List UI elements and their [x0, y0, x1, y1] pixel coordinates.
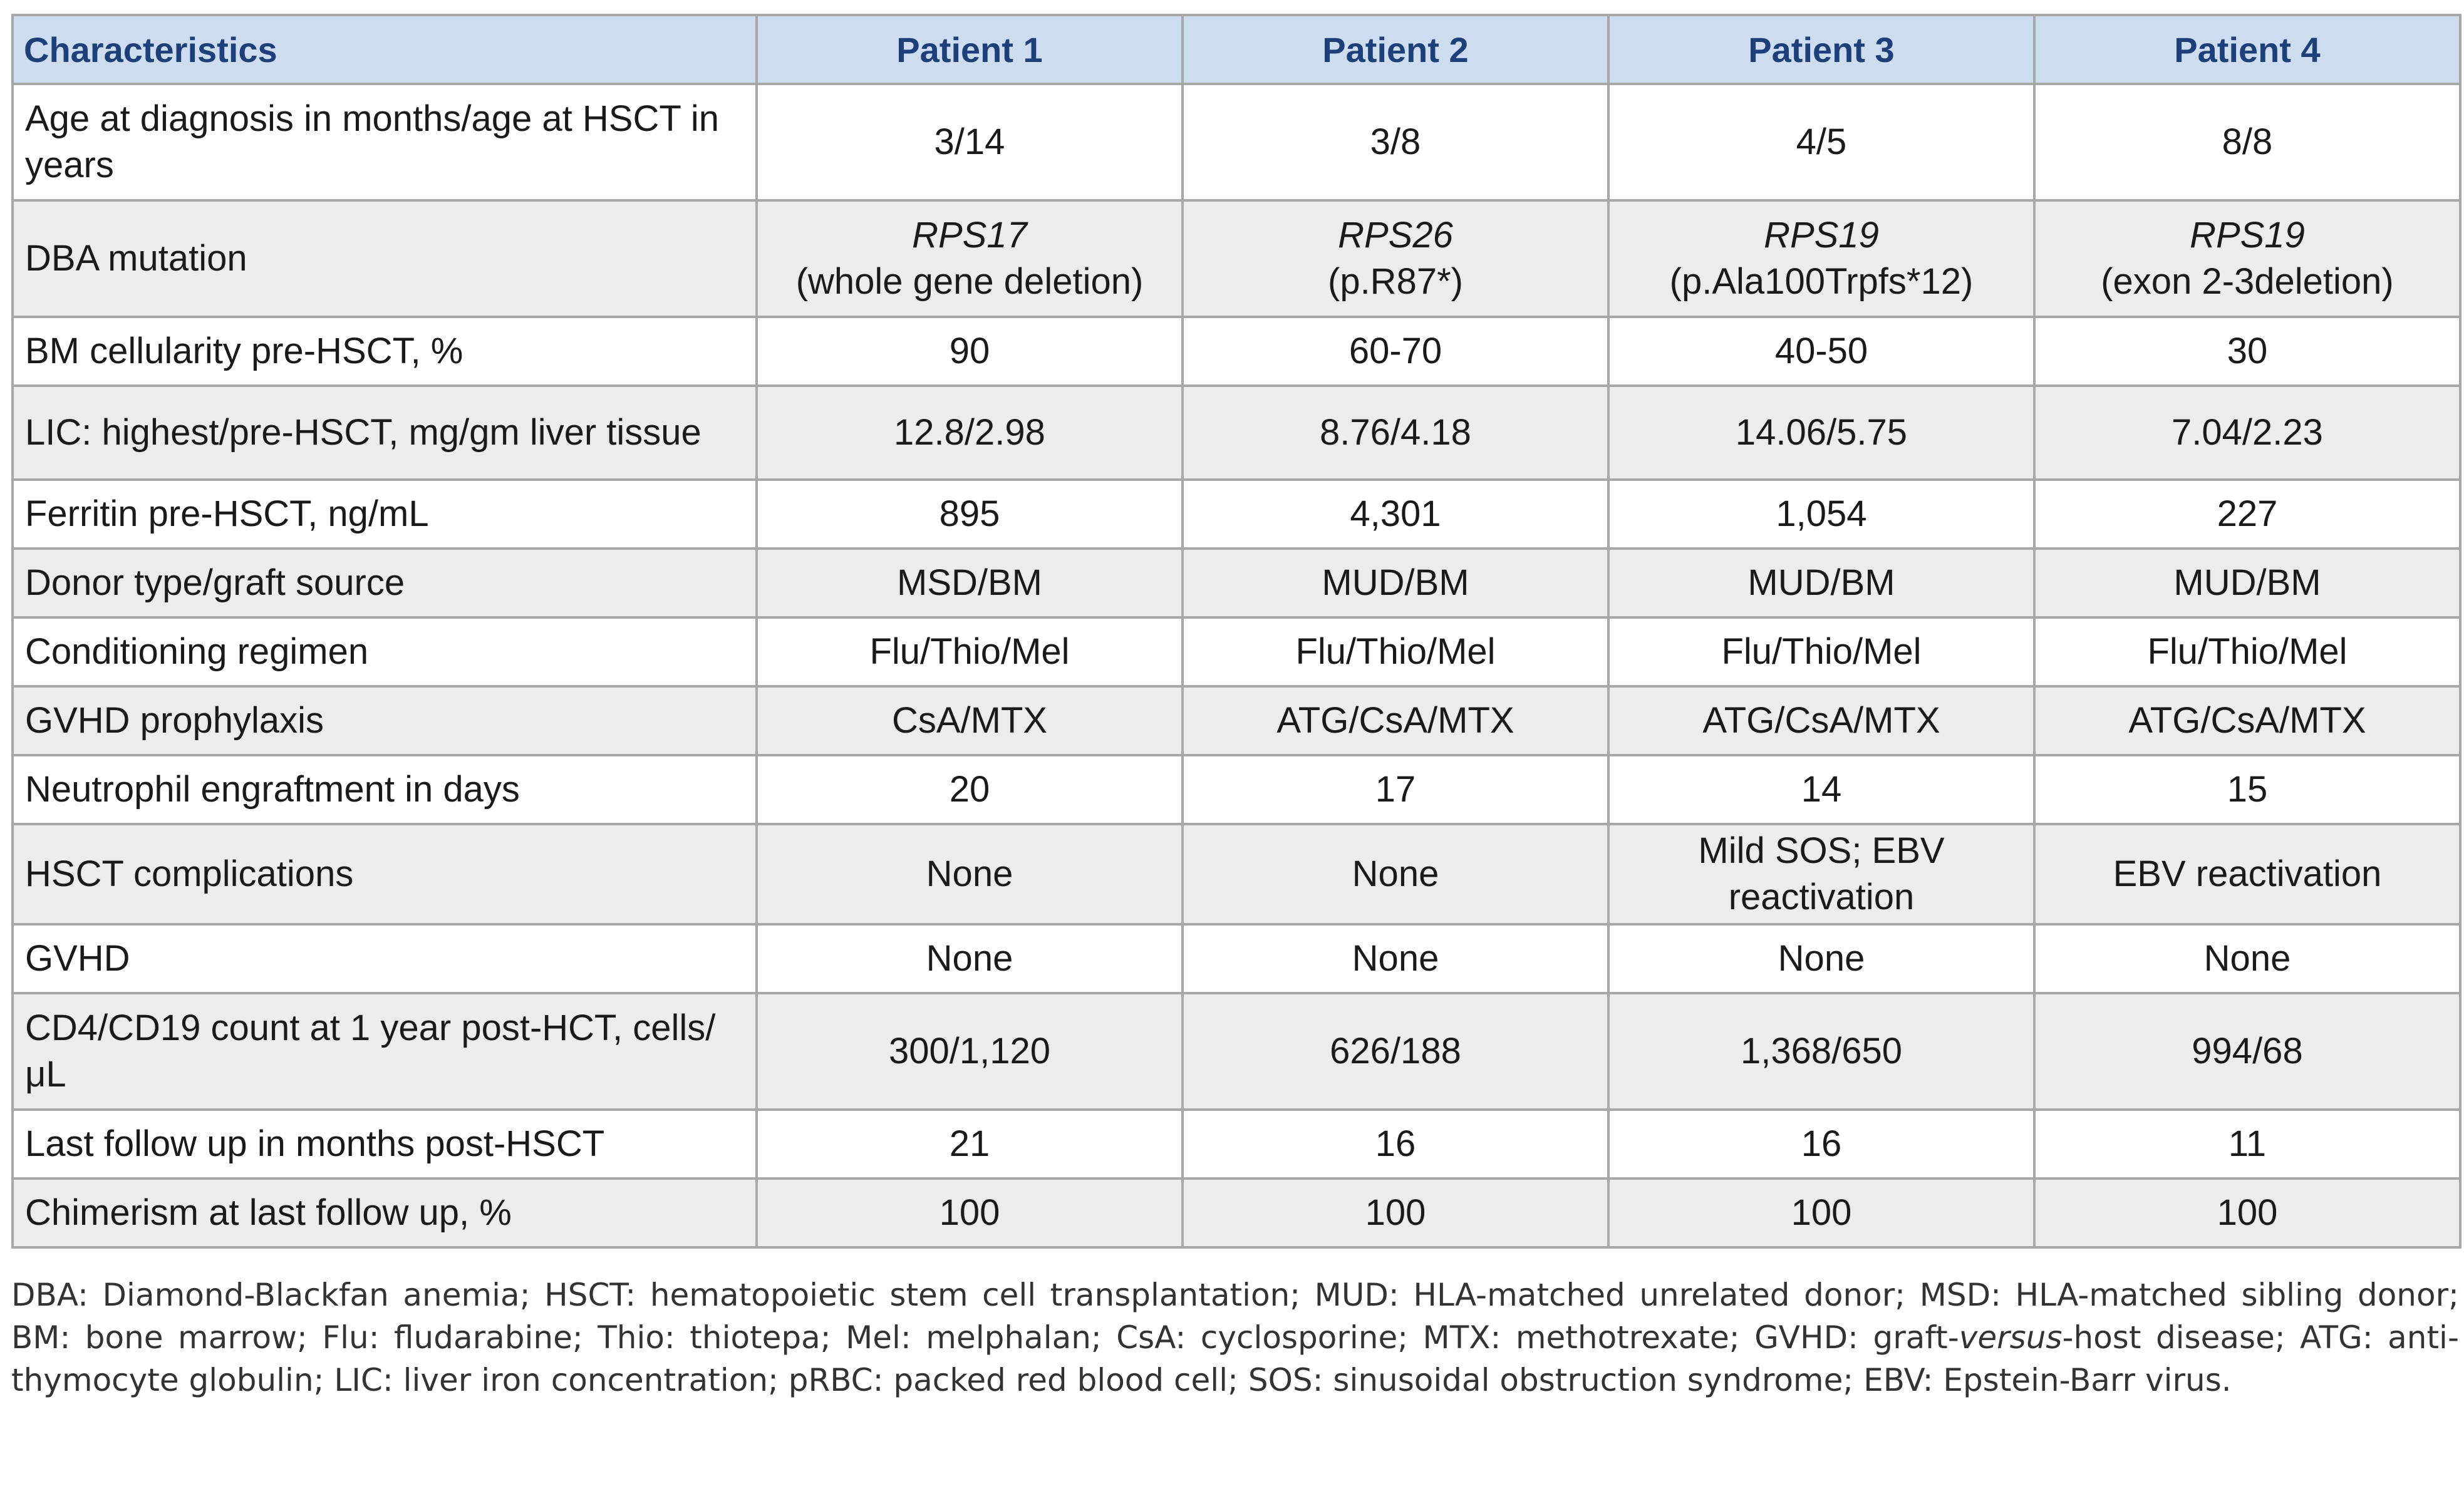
gene-name: RPS19	[1764, 215, 1879, 255]
header-characteristics: Characteristics	[13, 15, 757, 84]
table-cell: EBV reactivation	[2034, 824, 2460, 924]
table-cell: 1,368/650	[1608, 993, 2034, 1110]
table-cell: 8.76/4.18	[1183, 386, 1608, 480]
table-row	[13, 686, 2460, 755]
row-label: HSCT complications	[13, 824, 757, 924]
table-cell: 14.06/5.75	[1608, 386, 2034, 480]
table-footnote	[11, 1274, 2459, 1401]
table-cell: Flu/Thio/Mel	[1608, 617, 2034, 686]
header-patient-2: Patient 2	[1183, 15, 1608, 84]
table-cell: 100	[1183, 1178, 1608, 1247]
table-cell: None	[1183, 824, 1608, 924]
table-cell: Flu/Thio/Mel	[1183, 617, 1608, 686]
row-label: Age at diagnosis in months/age at HSCT in years	[13, 84, 757, 200]
table-cell: 300/1,120	[757, 993, 1183, 1110]
table-row	[13, 1110, 2460, 1178]
table-cell: 21	[757, 1110, 1183, 1178]
mutation-detail: (exon 2-3deletion)	[2101, 261, 2394, 302]
row-label: Last follow up in months post-HSCT	[13, 1110, 757, 1178]
mutation-detail: (whole gene deletion)	[795, 261, 1144, 302]
table-cell: 30	[2034, 317, 2460, 386]
table-row	[13, 386, 2460, 480]
row-label: BM cellularity pre-HSCT, %	[13, 317, 757, 386]
table-cell: 100	[757, 1178, 1183, 1247]
table-cell: ATG/CsA/MTX	[1608, 686, 2034, 755]
row-label: Neutrophil engraftment in days	[13, 755, 757, 824]
table-row	[13, 1178, 2460, 1247]
table-row	[13, 84, 2460, 200]
table-header-row	[13, 15, 2460, 84]
table-cell: None	[2034, 924, 2460, 993]
table-cell: 20	[757, 755, 1183, 824]
table-cell: 90	[757, 317, 1183, 386]
table-row	[13, 617, 2460, 686]
patient-characteristics-table	[11, 14, 2461, 1249]
table-row	[13, 549, 2460, 617]
table-cell: None	[1183, 924, 1608, 993]
table-cell: Flu/Thio/Mel	[757, 617, 1183, 686]
table-cell: None	[757, 824, 1183, 924]
table-cell: ATG/CsA/MTX	[1183, 686, 1608, 755]
table-cell: 4,301	[1183, 480, 1608, 549]
row-label: Chimerism at last follow up, %	[13, 1178, 757, 1247]
table-row	[13, 824, 2460, 924]
table-cell: 994/68	[2034, 993, 2460, 1110]
footnote-text-part-2: -host disease; ATG: anti-thymocyte globulin; LIC: liver iron concentration; pRBC: packed red blood cell; SOS: sinusoidal obstruction syndrome; EBV: Epstein-Barr virus.	[11, 1319, 2459, 1398]
table-cell: 14	[1608, 755, 2034, 824]
table-cell: 895	[757, 480, 1183, 549]
table-cell: MSD/BM	[757, 549, 1183, 617]
table-cell: 4/5	[1608, 84, 2034, 200]
table-row	[13, 317, 2460, 386]
footnote-text-part-1: DBA: Diamond-Blackfan anemia; HSCT: hematopoietic stem cell transplantation; MUD: HLA-matched unrelated donor; MSD: HLA-matched sibling donor; BM: bone marrow; Flu: fludarabine; Thio: thiotepa; Mel: melphalan; CsA: cyclosporine; MTX: methotrexate; GVHD: graft-	[11, 1277, 2459, 1356]
table-row	[13, 480, 2460, 549]
row-label: GVHD	[13, 924, 757, 993]
table-row	[13, 200, 2460, 317]
table-cell: 16	[1608, 1110, 2034, 1178]
row-label: LIC: highest/pre-HSCT, mg/gm liver tissue	[13, 386, 757, 480]
table-cell: MUD/BM	[1608, 549, 2034, 617]
row-label: Conditioning regimen	[13, 617, 757, 686]
document	[11, 14, 2459, 1433]
mutation-detail: (p.R87*)	[1328, 261, 1463, 302]
table-cell	[1608, 200, 2034, 317]
table-row	[13, 755, 2460, 824]
table-cell: CsA/MTX	[757, 686, 1183, 755]
table-cell	[757, 200, 1183, 317]
table-row	[13, 993, 2460, 1110]
table-row	[13, 924, 2460, 993]
table-cell: Flu/Thio/Mel	[2034, 617, 2460, 686]
mutation-detail: (p.Ala100Trpfs*12)	[1669, 261, 1974, 302]
gene-name: RPS19	[2190, 215, 2305, 255]
table-cell: ATG/CsA/MTX	[2034, 686, 2460, 755]
table-cell: 100	[2034, 1178, 2460, 1247]
table-cell: Mild SOS; EBV reactivation	[1608, 824, 2034, 924]
header-patient-3: Patient 3	[1608, 15, 2034, 84]
table-cell: 40-50	[1608, 317, 2034, 386]
table-cell: 16	[1183, 1110, 1608, 1178]
table-cell: 227	[2034, 480, 2460, 549]
table-cell: 3/14	[757, 84, 1183, 200]
header-patient-1: Patient 1	[757, 15, 1183, 84]
table-cell: 17	[1183, 755, 1608, 824]
footnote-italic-versus: versus	[1959, 1319, 2063, 1356]
table-cell: None	[757, 924, 1183, 993]
header-patient-4: Patient 4	[2034, 15, 2460, 84]
table-cell: 626/188	[1183, 993, 1608, 1110]
row-label: Donor type/graft source	[13, 549, 757, 617]
table-cell: 8/8	[2034, 84, 2460, 200]
row-label: DBA mutation	[13, 200, 757, 317]
table-cell	[2034, 200, 2460, 317]
table-cell: MUD/BM	[2034, 549, 2460, 617]
row-label: Ferritin pre-HSCT, ng/mL	[13, 480, 757, 549]
table-cell: MUD/BM	[1183, 549, 1608, 617]
row-label: GVHD prophylaxis	[13, 686, 757, 755]
table-cell	[1183, 200, 1608, 317]
gene-name: RPS17	[912, 215, 1027, 255]
table-cell: 100	[1608, 1178, 2034, 1247]
table-cell: None	[1608, 924, 2034, 993]
table-cell: 12.8/2.98	[757, 386, 1183, 480]
table-cell: 15	[2034, 755, 2460, 824]
table-cell: 3/8	[1183, 84, 1608, 200]
gene-name: RPS26	[1338, 215, 1453, 255]
table-cell: 60-70	[1183, 317, 1608, 386]
row-label: CD4/CD19 count at 1 year post-HCT, cells/μL	[13, 993, 757, 1110]
table-cell: 1,054	[1608, 480, 2034, 549]
table-cell: 11	[2034, 1110, 2460, 1178]
table-cell: 7.04/2.23	[2034, 386, 2460, 480]
